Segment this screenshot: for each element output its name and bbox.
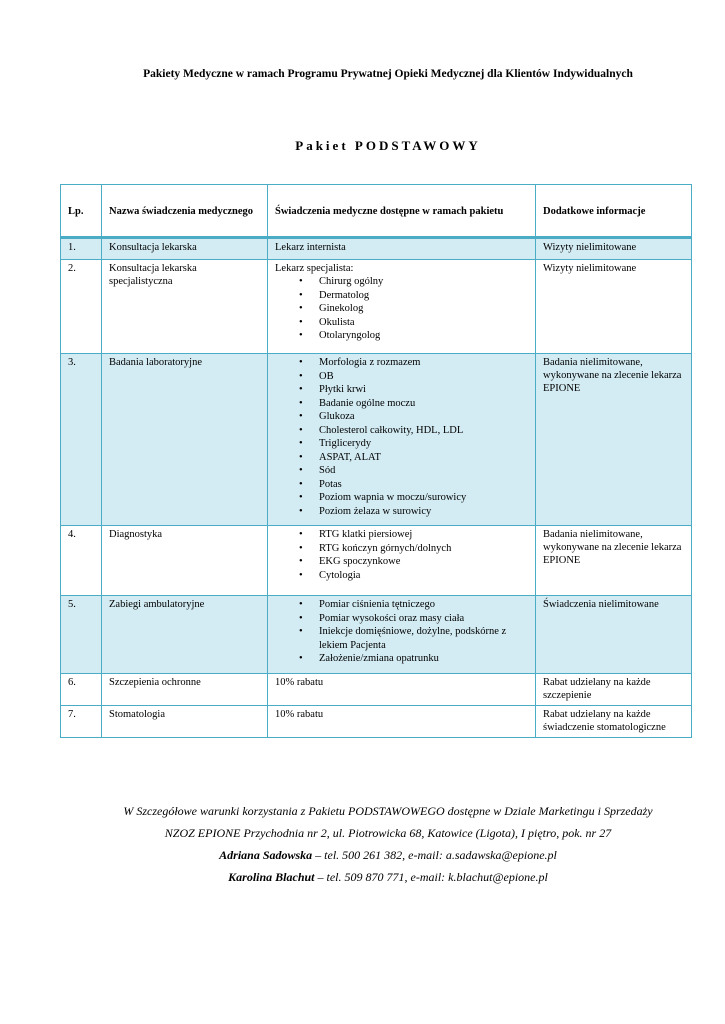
- table-row: [61, 526, 692, 596]
- cell-service-name: Konsultacja lekarska: [102, 238, 268, 260]
- list-item: • Sód: [319, 464, 530, 478]
- cell-lp: 5.: [61, 596, 102, 674]
- table-row: [61, 354, 692, 526]
- cell-lp: 6.: [61, 674, 102, 706]
- cell-additional-info: Wizyty nielimitowane: [536, 238, 692, 260]
- cell-additional-info: Badania nielimitowane, wykonywane na zlecenie lekarza EPIONE: [536, 354, 692, 526]
- list-item: • Otolaryngolog: [319, 329, 530, 343]
- list-item: • Pomiar wysokości oraz masy ciała: [319, 612, 530, 626]
- table-header-row: [61, 185, 692, 238]
- list-item: • Triglicerydy: [319, 437, 530, 451]
- table-row: [61, 260, 692, 354]
- cell-service-name: Szczepienia ochronne: [102, 674, 268, 706]
- cell-service-name: Stomatologia: [102, 706, 268, 738]
- list-item: • Okulista: [319, 316, 530, 330]
- cell-additional-info: Rabat udzielany na każde szczepienie: [536, 674, 692, 706]
- list-item: • Ginekolog: [319, 302, 530, 316]
- list-item: • Morfologia z rozmazem: [319, 356, 530, 370]
- footer-conditions-line: W Szczegółowe warunki korzystania z Pakietu PODSTAWOWEGO dostępne w Dziale Marketingu i Sprzedaży: [123, 804, 653, 818]
- list-item: • Poziom żelaza w surowicy: [319, 505, 530, 519]
- cell-services: [268, 706, 536, 738]
- column-header-services: Świadczenia medyczne dostępne w ramach pakietu: [268, 185, 536, 238]
- contact-2-name: Karolina Blachut: [228, 870, 315, 884]
- list-item: • Założenie/zmiana opatrunku: [319, 652, 530, 666]
- table-body: [61, 238, 692, 738]
- services-list: [275, 356, 530, 518]
- list-item: • OB: [319, 370, 530, 384]
- package-title: Pakiet PODSTAWOWY: [295, 138, 481, 153]
- cell-additional-info: Wizyty nielimitowane: [536, 260, 692, 354]
- services-intro: 10% rabatu: [275, 677, 324, 688]
- table-row: [61, 238, 692, 260]
- footer-contact-1: [60, 848, 716, 863]
- table-row: [61, 674, 692, 706]
- footer-contact-2: [60, 870, 716, 885]
- footer-address-line: NZOZ EPIONE Przychodnia nr 2, ul. Piotrowicka 68, Katowice (Ligota), I piętro, pok. nr 27: [164, 826, 612, 840]
- list-item: • Cytologia: [319, 569, 530, 583]
- list-item: • EKG spoczynkowe: [319, 555, 530, 569]
- services-intro: 10% rabatu: [275, 709, 324, 720]
- cell-services: [268, 260, 536, 354]
- column-header-name: Nazwa świadczenia medycznego: [102, 185, 268, 238]
- services-intro: Lekarz specjalista:: [275, 263, 354, 274]
- column-header-info: Dodatkowe informacje: [536, 185, 692, 238]
- cell-lp: 7.: [61, 706, 102, 738]
- list-item: • Badanie ogólne moczu: [319, 397, 530, 411]
- document-header-title: Pakiety Medyczne w ramach Programu Prywatnej Opieki Medycznej dla Klientów Indywidualnych: [143, 68, 633, 80]
- cell-service-name: Diagnostyka: [102, 526, 268, 596]
- contact-2-details: – tel. 509 870 771, e-mail: k.blachut@epione.pl: [314, 870, 548, 884]
- cell-lp: 1.: [61, 238, 102, 260]
- cell-additional-info: Rabat udzielany na każde świadczenie stomatologiczne: [536, 706, 692, 738]
- list-item: • Dermatolog: [319, 289, 530, 303]
- services-intro: Lekarz internista: [275, 242, 346, 253]
- services-list: [275, 528, 530, 582]
- list-item: • Cholesterol całkowity, HDL, LDL: [319, 424, 530, 438]
- cell-additional-info: Świadczenia nielimitowane: [536, 596, 692, 674]
- cell-services: [268, 354, 536, 526]
- list-item: • Chirurg ogólny: [319, 275, 530, 289]
- services-list: [275, 598, 530, 666]
- list-item: • RTG kończyn górnych/dolnych: [319, 542, 530, 556]
- contact-1-name: Adriana Sadowska: [219, 848, 313, 862]
- table-row: [61, 596, 692, 674]
- cell-lp: 3.: [61, 354, 102, 526]
- services-table: [60, 184, 692, 738]
- list-item: • Płytki krwi: [319, 383, 530, 397]
- services-list: [275, 275, 530, 343]
- cell-services: [268, 674, 536, 706]
- cell-lp: 4.: [61, 526, 102, 596]
- list-item: • Pomiar ciśnienia tętniczego: [319, 598, 530, 612]
- cell-service-name: Konsultacja lekarska specjalistyczna: [102, 260, 268, 354]
- column-header-lp: Lp.: [61, 185, 102, 238]
- cell-services: [268, 238, 536, 260]
- contact-1-details: – tel. 500 261 382, e-mail: a.sadawska@epione.pl: [312, 848, 557, 862]
- list-item: • Poziom wapnia w moczu/surowicy: [319, 491, 530, 505]
- cell-services: [268, 526, 536, 596]
- list-item: • Glukoza: [319, 410, 530, 424]
- table-row: [61, 706, 692, 738]
- cell-service-name: Zabiegi ambulatoryjne: [102, 596, 268, 674]
- list-item: • RTG klatki piersiowej: [319, 528, 530, 542]
- cell-services: [268, 596, 536, 674]
- list-item: • ASPAT, ALAT: [319, 451, 530, 465]
- cell-additional-info: Badania nielimitowane, wykonywane na zlecenie lekarza EPIONE: [536, 526, 692, 596]
- list-item: • Potas: [319, 478, 530, 492]
- list-item: • Iniekcje domięśniowe, dożylne, podskórne z lekiem Pacjenta: [319, 625, 530, 652]
- cell-service-name: Badania laboratoryjne: [102, 354, 268, 526]
- cell-lp: 2.: [61, 260, 102, 354]
